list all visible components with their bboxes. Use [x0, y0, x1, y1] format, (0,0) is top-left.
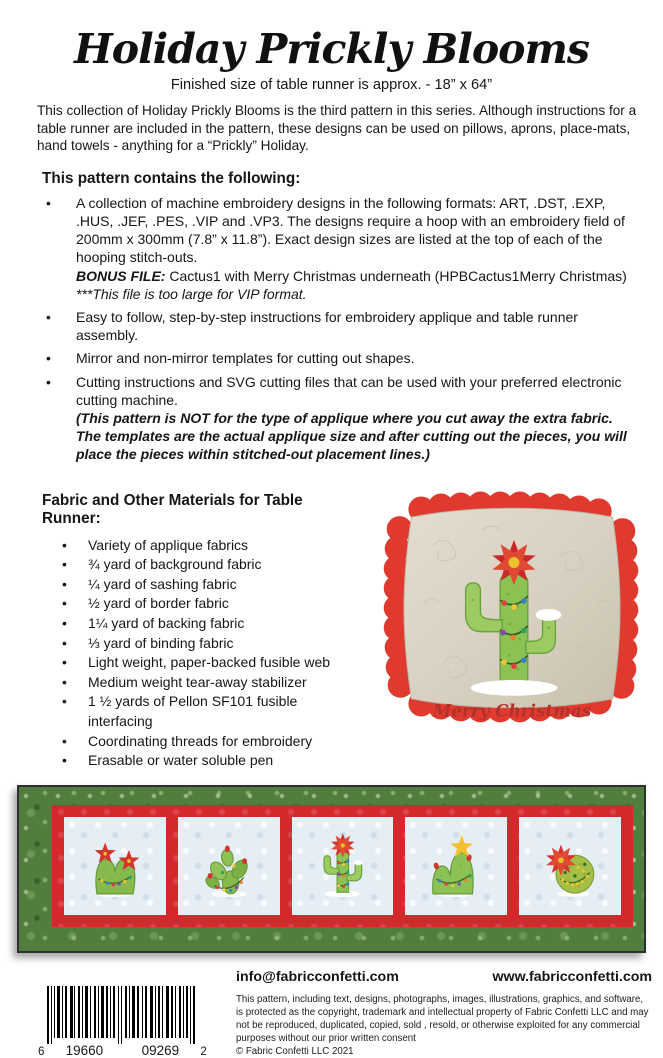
list-item: [62, 653, 354, 673]
material-text: ¾ yard of background fabric: [88, 556, 262, 573]
bullet-icon: [62, 594, 88, 614]
barcode-group-2: 09269: [141, 1042, 180, 1058]
table-runner-photo: [17, 785, 646, 953]
list-item: [46, 349, 641, 367]
runner-block-2: [178, 817, 280, 915]
runner-block-1: [64, 817, 166, 915]
pattern-back-cover: [0, 25, 663, 1058]
bullet-icon: [62, 732, 88, 752]
list-item: [62, 536, 354, 556]
runner-block-5: [519, 817, 621, 915]
pattern-contains-list: [0, 194, 663, 464]
cactus-block-2-illustration: [188, 825, 270, 907]
material-text: Erasable or water soluble pen: [88, 752, 274, 769]
bullet-icon: [62, 653, 88, 673]
material-text: 1¼ yard of backing fabric: [88, 615, 245, 631]
finished-size-subtitle: Finished size of table runner is approx. - 18” x 64”: [170, 77, 493, 93]
list-item: [62, 692, 354, 731]
pillow-photo: [362, 477, 663, 771]
list-item: [46, 194, 641, 303]
materials-column: [0, 477, 362, 771]
snow-cap: [536, 609, 562, 621]
footer: [36, 969, 663, 1058]
bullet-icon: [46, 308, 76, 344]
contact-email: info@fabricconfetti.com: [236, 968, 399, 985]
pillow-embroidery-text: Merry Christmas: [432, 700, 592, 721]
bullet-icon: [62, 692, 88, 731]
material-text: ¼ yard of sashing fabric: [88, 575, 237, 592]
contact-row: [236, 969, 652, 985]
runner-red-border: [52, 805, 633, 927]
bullet-icon: [46, 194, 76, 303]
list-item: [62, 673, 354, 693]
material-text: ⅓ yard of binding fabric: [88, 634, 234, 651]
bullet-icon: [62, 634, 88, 654]
bullet-text: Easy to follow, step-by-step instructions for embroidery applique and table runner assembly.: [76, 309, 578, 344]
list-item: [62, 594, 354, 614]
materials-list: [0, 536, 362, 771]
bullet-icon: [46, 349, 76, 367]
barcode-bars: [46, 986, 198, 1044]
bullet-icon: [62, 614, 88, 634]
bullet-icon: [62, 555, 88, 575]
cactus-block-5-illustration: [529, 825, 611, 907]
snow-base: [471, 680, 558, 696]
bonus-file-note: ***This file is too large for VIP format.: [76, 285, 307, 302]
footer-text-block: [236, 969, 652, 1058]
bonus-file-text: Cactus1 with Merry Christmas underneath (HPBCactus1Merry Christmas): [165, 267, 627, 284]
bullet-icon: [62, 575, 88, 595]
material-text: 1 ½ yards of Pellon SF101 fusible interfacing: [88, 693, 298, 729]
bonus-file-label: BONUS FILE:: [76, 267, 166, 284]
copyright-year: © Fabric Confetti LLC 2021: [236, 1045, 354, 1057]
list-item: [62, 555, 354, 575]
materials-heading: Fabric and Other Materials for Table Runner:: [42, 491, 303, 527]
runner-block-4: [405, 817, 507, 915]
bullet-icon: [62, 673, 88, 693]
material-text: ½ yard of border fabric: [88, 595, 229, 612]
pillow-illustration: [364, 475, 660, 733]
bullet-text: Cutting instructions and SVG cutting files that can be used with your preferred electronic cutting machine.: [76, 373, 622, 408]
list-item: [46, 308, 641, 344]
bullet-icon: [62, 751, 88, 771]
cactus-block-4-illustration: [415, 825, 497, 907]
bullet-icon: [46, 373, 76, 464]
copyright-text: This pattern, including text, designs, photographs, images, illustrations, graphics, and software, is protected as the copyright, trademark and intellectual property of Fabric Confetti LLC and may not be reproduced, duplicated, copied, sold , resold, or otherwise exploited for any commercial purposes without our prior written consent: [236, 993, 649, 1044]
list-item: [46, 373, 641, 464]
pattern-contains-heading: This pattern contains the following:: [42, 169, 301, 187]
contact-website: www.fabricconfetti.com: [492, 968, 652, 985]
page-title: Holiday Prickly Blooms: [73, 25, 589, 73]
material-text: Medium weight tear-away stabilizer: [88, 673, 307, 690]
intro-paragraph: This collection of Holiday Prickly Blooms is the third pattern in this series. Although instructions for a table runner are included in the pattern, these designs can be used on pillows, aprons, place-mats, hand towels - anything for a “Prickly” Holiday.: [37, 103, 637, 154]
list-item: [62, 634, 354, 654]
cactus-block-1-illustration: [74, 825, 156, 907]
barcode-left-digit: 6: [38, 1045, 45, 1058]
barcode-right-digit: 2: [200, 1045, 207, 1058]
materials-and-pillow-row: [0, 477, 663, 771]
barcode-digits: [46, 1043, 198, 1058]
applique-note: (This pattern is NOT for the type of applique where you cut away the extra fabric. The templates are the actual applique size and after cutting out the pieces, you will place the pieces within stitched-out placement lines.): [76, 410, 627, 463]
bullet-text: A collection of machine embroidery designs in the following formats: ART, .DST, .EXP, .HUS, .JEF, .PES, .VIP and .VP3. The designs require a hoop with an embroidery field of 200mm x 300mm (7.8” x 11.8”). Exact design sizes are listed at the top of each of the hooping stitch-outs.: [76, 194, 625, 266]
cactus-block-3-illustration: [301, 825, 383, 907]
bullet-text: Mirror and non-mirror templates for cutting out shapes.: [76, 350, 415, 367]
barcode-group-1: 19660: [65, 1042, 104, 1058]
upc-barcode: [36, 969, 234, 1058]
list-item: [62, 575, 354, 595]
material-text: Coordinating threads for embroidery: [88, 732, 313, 749]
list-item: [62, 751, 354, 771]
list-item: [62, 614, 354, 634]
bullet-icon: [62, 536, 88, 556]
runner-block-3: [292, 817, 394, 915]
material-text: Variety of applique fabrics: [88, 536, 249, 553]
material-text: Light weight, paper-backed fusible web: [88, 654, 331, 671]
list-item: [62, 732, 354, 752]
